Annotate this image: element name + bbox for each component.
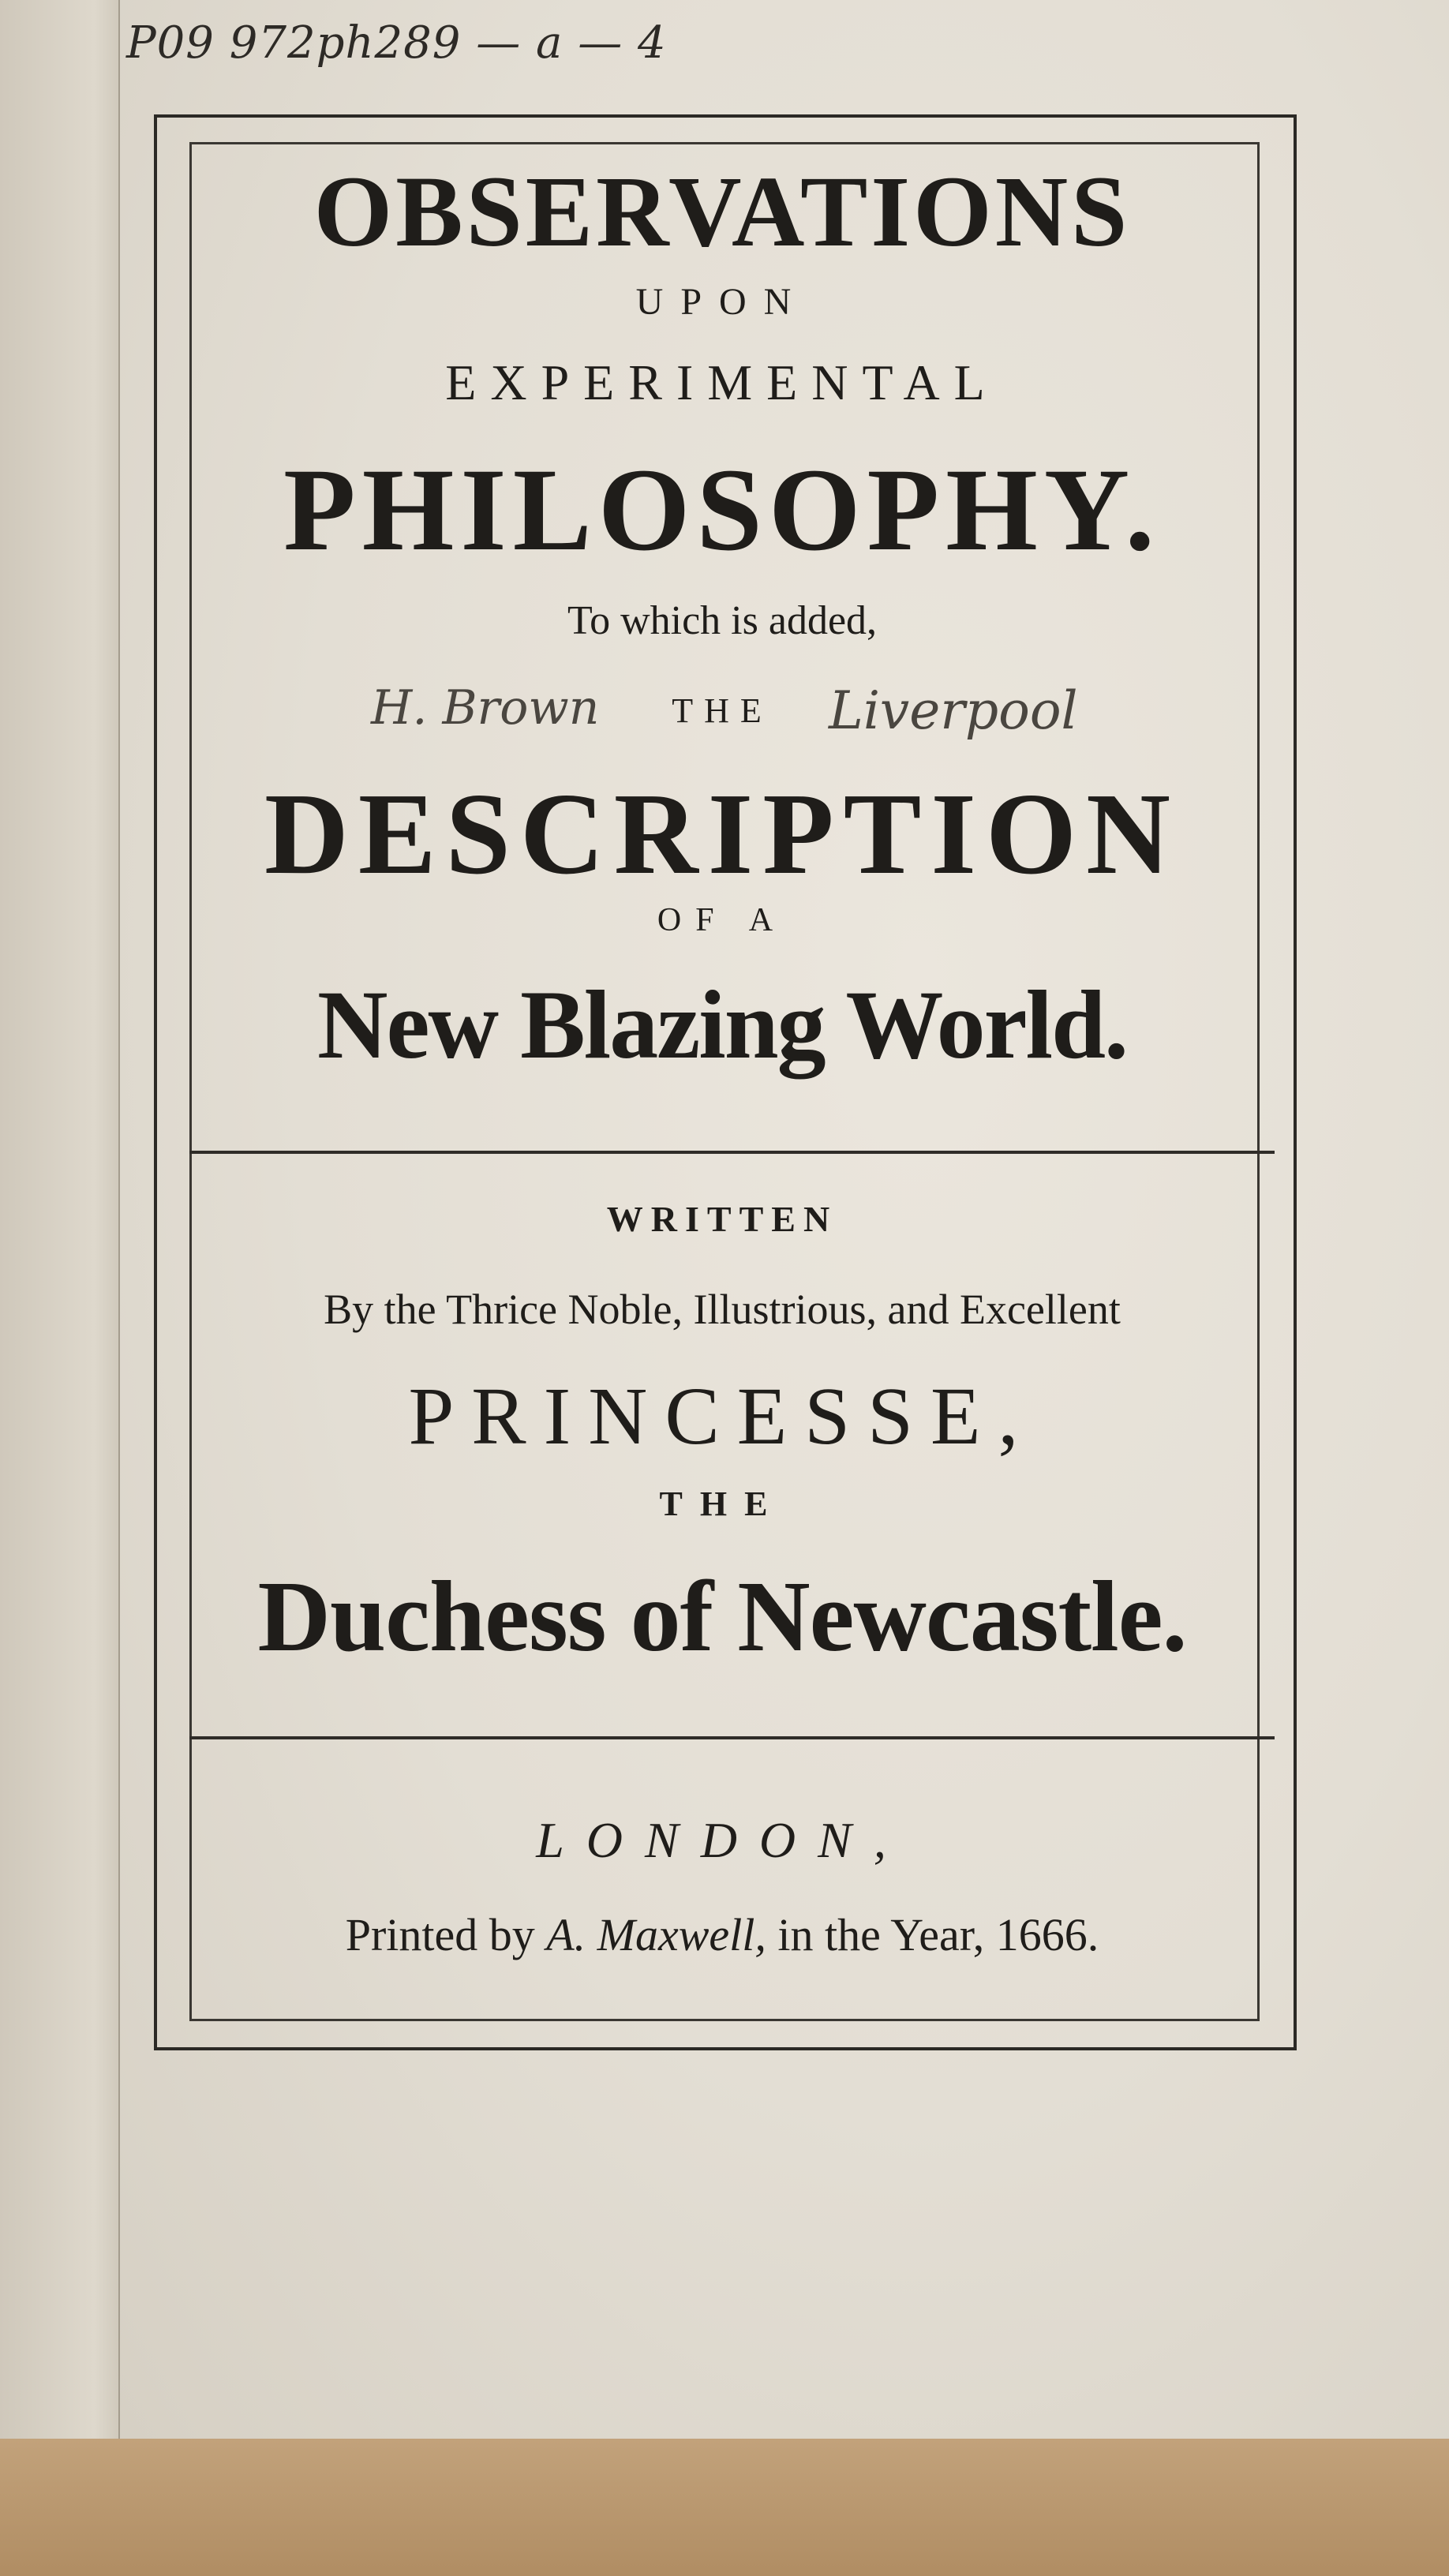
of-a-label: OF A xyxy=(657,902,788,938)
title-new-blazing-world: New Blazing World. xyxy=(316,971,1128,1079)
handwritten-signature: H. Brown xyxy=(371,680,600,736)
handwritten-signature-place: Liverpool xyxy=(829,680,1078,741)
title-description: DESCRIPTION xyxy=(264,769,1180,899)
handwritten-shelfmark: P09 972ph289 — a — 4 xyxy=(126,17,667,69)
desk-surface xyxy=(0,2439,1449,2576)
written-label: WRITTEN xyxy=(606,1199,838,1239)
divider-rule-lower xyxy=(189,1736,1275,1739)
the-label-upper: THE xyxy=(672,691,773,730)
author-duchess: Duchess of Newcastle. xyxy=(257,1560,1187,1672)
title-observations: OBSERVATIONS xyxy=(313,155,1131,268)
author-princesse: PRINCESSE, xyxy=(408,1371,1036,1462)
imprint-year: in the Year, 1666. xyxy=(777,1909,1099,1960)
imprint-prefix: Printed by xyxy=(345,1909,535,1960)
imprint-city: LONDON, xyxy=(536,1812,908,1868)
title-philosophy: PHILOSOPHY. xyxy=(283,444,1161,575)
divider-rule-upper xyxy=(189,1151,1275,1154)
the-label-lower: THE xyxy=(659,1485,785,1523)
added-line: To which is added, xyxy=(567,598,878,643)
author-honorifics: By the Thrice Noble, Illustrious, and Excellent xyxy=(324,1286,1121,1333)
title-experimental: EXPERIMENTAL xyxy=(445,354,999,410)
title-upon: UPON xyxy=(635,281,809,323)
imprint-printer: A. Maxwell, xyxy=(546,1909,766,1960)
imprint-line xyxy=(189,1908,1255,1961)
